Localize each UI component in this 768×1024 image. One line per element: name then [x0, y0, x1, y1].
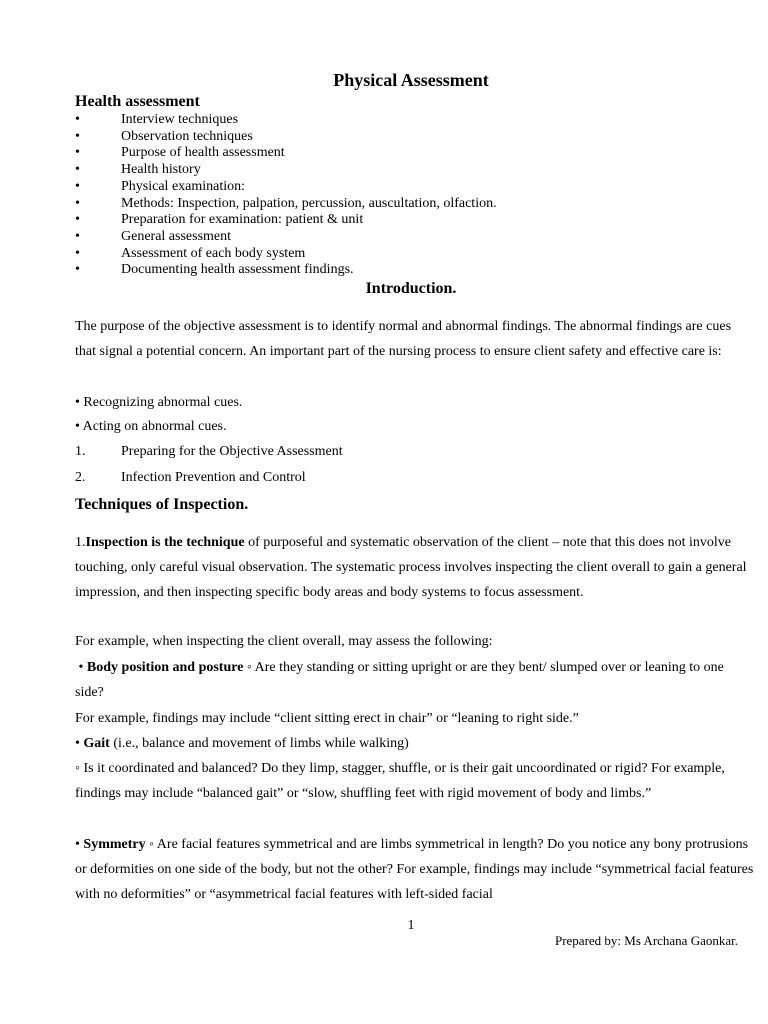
step-number: 2.: [75, 470, 86, 485]
gait-text: (i.e., balance and movement of limbs while walking): [109, 736, 409, 751]
symmetry-text: ◦ Are facial features symmetrical and are limbs symmetrical in length? Do you notice any bony protrusions or deformities on one side of the body, but not the other? For example, findings may include “symmetrical facial features with no deformities” or “asymmetrical facial features with left-sided facial: [75, 837, 754, 902]
gait-detail: ◦ Is it coordinated and balanced? Do they limp, stagger, shuffle, or is their gait uncoordinated or rigid? For example, findings may include “balanced gait” or “slow, shuffling feet with rigid movement of body and limbs.”: [75, 761, 725, 801]
list-item-text: Methods: Inspection, palpation, percussion, auscultation, olfaction.: [121, 195, 497, 211]
inspection-definition: of purposeful and systematic observation of the client – note that this does not involve touching, only careful visual observation. The systematic process involves inspecting the client overall to gain a general impression, and then inspecting specific body areas and body systems to focus assessment.: [75, 535, 747, 600]
cue-recognizing: • Recognizing abnormal cues.: [75, 395, 243, 410]
prepared-by: Prepared by: Ms Archana Gaonkar.: [554, 933, 738, 948]
list-item-text: General assessment: [121, 228, 232, 244]
list-item-text: Documenting health assessment findings.: [121, 262, 354, 278]
list-item-text: Interview techniques: [121, 112, 239, 127]
list-item-text: Observation techniques: [121, 128, 253, 144]
list-item-text: Preparation for examination: patient & unit: [121, 212, 364, 228]
bullet: •: [75, 145, 80, 161]
step-number: 1.: [75, 444, 86, 459]
gait-term: Gait: [83, 736, 110, 751]
health-assessment-heading: Health assessment: [75, 93, 200, 110]
bullet: •: [75, 837, 84, 852]
body-position-term: Body position and posture: [86, 660, 244, 675]
paragraph-number: 1.: [75, 535, 86, 550]
bullet: •: [75, 245, 80, 261]
numbered-step: [0, 444, 768, 464]
bullet: •: [75, 162, 80, 178]
list-item-text: Health history: [121, 162, 201, 178]
list-item-text: Physical examination:: [121, 178, 246, 194]
list-item-text: Assessment of each body system: [121, 245, 306, 261]
bullet: •: [75, 736, 84, 751]
page-title: Physical Assessment: [333, 70, 489, 90]
page-number: 1: [407, 918, 415, 933]
step-text: Preparing for the Objective Assessment: [121, 444, 343, 459]
inspection-paragraph: [75, 530, 755, 605]
list-item-text: Purpose of health assessment: [121, 145, 285, 161]
body-position-item: [75, 655, 755, 705]
bullet: •: [75, 112, 80, 127]
bullet: •: [75, 262, 80, 278]
gait-item: [75, 736, 409, 752]
step-text: Infection Prevention and Control: [121, 470, 306, 485]
body-position-text: ◦ Are they standing or sitting upright or are they bent/ slumped over or leaning to one side?: [75, 660, 724, 700]
numbered-step: [0, 470, 768, 490]
bullet: •: [75, 212, 80, 228]
inspection-term: Inspection is the technique: [85, 535, 245, 550]
symmetry-term: Symmetry: [83, 837, 146, 852]
body-position-example: For example, findings may include “client sitting erect in chair” or “leaning to right side.”: [75, 711, 579, 726]
introduction-paragraph: The purpose of the objective assessment is to identify normal and abnormal findings. The abnormal findings are cues that signal a potential concern. An important part of the nursing process to ensure client safety and effective care is:: [75, 319, 732, 359]
bullet: •: [75, 660, 87, 675]
introduction-heading: Introduction.: [365, 280, 457, 297]
techniques-heading: Techniques of Inspection.: [75, 496, 249, 513]
symmetry-item: [75, 832, 755, 907]
bullet: •: [75, 195, 80, 211]
bullet: •: [75, 178, 80, 194]
bullet: •: [75, 128, 80, 144]
example-intro: For example, when inspecting the client overall, may assess the following:: [75, 634, 493, 649]
cue-acting: • Acting on abnormal cues.: [75, 419, 227, 434]
bullet: •: [75, 228, 80, 244]
